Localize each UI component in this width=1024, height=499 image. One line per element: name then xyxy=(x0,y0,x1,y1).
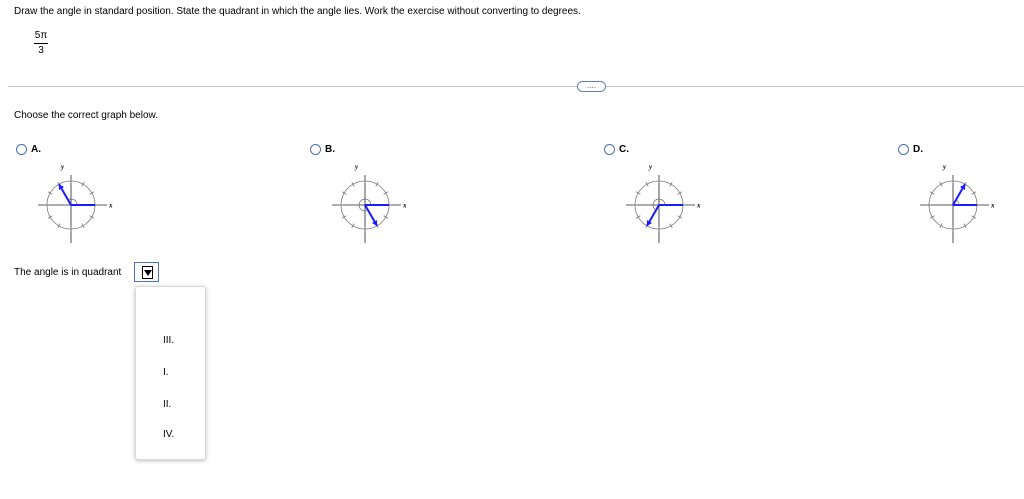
option-b-label: B. xyxy=(325,144,335,155)
option-c[interactable] xyxy=(604,144,629,155)
x-axis-label: x xyxy=(697,201,701,210)
circle-tick xyxy=(930,192,934,195)
option-d-graph xyxy=(908,160,998,250)
fraction-bar xyxy=(34,43,48,44)
angle-numerator: 5π xyxy=(34,30,48,41)
quadrant-option-iii[interactable]: III. xyxy=(163,335,175,346)
more-button[interactable]: .... xyxy=(577,81,606,92)
circle-tick xyxy=(930,216,934,219)
y-axis-label: y xyxy=(355,163,359,171)
x-axis-label: x xyxy=(109,201,113,210)
x-axis-label: x xyxy=(403,201,407,210)
quadrant-select[interactable] xyxy=(134,262,159,282)
circle-tick xyxy=(342,216,346,219)
option-a-graph xyxy=(26,160,116,250)
quadrant-option-i[interactable]: I. xyxy=(163,367,169,378)
circle-tick xyxy=(90,216,94,219)
circle-tick xyxy=(940,182,943,186)
option-d[interactable] xyxy=(898,144,923,155)
option-b[interactable] xyxy=(310,144,335,155)
option-b-radio[interactable] xyxy=(310,144,321,155)
circle-tick xyxy=(82,182,85,186)
y-axis-label: y xyxy=(649,163,653,171)
circle-tick xyxy=(670,182,673,186)
option-c-radio[interactable] xyxy=(604,144,615,155)
angle-fraction xyxy=(34,30,48,57)
circle-tick xyxy=(90,192,94,195)
option-b-graph xyxy=(320,160,410,250)
dropdown-arrow-icon[interactable] xyxy=(142,266,153,279)
section-divider xyxy=(8,86,1024,87)
option-d-label: D. xyxy=(913,144,923,155)
circle-tick xyxy=(384,216,388,219)
circle-tick xyxy=(678,216,682,219)
circle-tick xyxy=(972,216,976,219)
circle-tick xyxy=(48,216,52,219)
option-a-label: A. xyxy=(31,144,41,155)
circle-tick xyxy=(384,192,388,195)
option-a-radio[interactable] xyxy=(16,144,27,155)
circle-tick xyxy=(636,216,640,219)
circle-tick xyxy=(964,224,967,228)
choose-graph-prompt: Choose the correct graph below. xyxy=(14,110,158,121)
circle-tick xyxy=(678,192,682,195)
circle-tick xyxy=(940,224,943,228)
circle-tick xyxy=(342,192,346,195)
quadrant-option-ii[interactable]: II. xyxy=(163,399,172,410)
angle-denominator: 3 xyxy=(38,45,44,56)
option-d-radio[interactable] xyxy=(898,144,909,155)
circle-tick xyxy=(376,182,379,186)
quadrant-dropdown-menu xyxy=(135,286,206,460)
circle-tick xyxy=(352,224,355,228)
circle-tick xyxy=(636,192,640,195)
circle-tick xyxy=(58,224,61,228)
circle-tick xyxy=(82,224,85,228)
x-axis-label: x xyxy=(991,201,995,210)
option-c-label: C. xyxy=(619,144,629,155)
instruction-text: Draw the angle in standard position. State the quadrant in which the angle lies. Work the exercise without converting to degrees. xyxy=(14,6,581,17)
quadrant-question-label: The angle is in quadrant xyxy=(14,267,122,278)
option-a[interactable] xyxy=(16,144,41,155)
circle-tick xyxy=(670,224,673,228)
option-c-graph xyxy=(614,160,704,250)
y-axis-label: y xyxy=(943,163,947,171)
circle-tick xyxy=(646,182,649,186)
circle-tick xyxy=(352,182,355,186)
quadrant-option-iv[interactable]: IV. xyxy=(163,429,175,440)
circle-tick xyxy=(48,192,52,195)
y-axis-label: y xyxy=(61,163,65,171)
circle-tick xyxy=(972,192,976,195)
